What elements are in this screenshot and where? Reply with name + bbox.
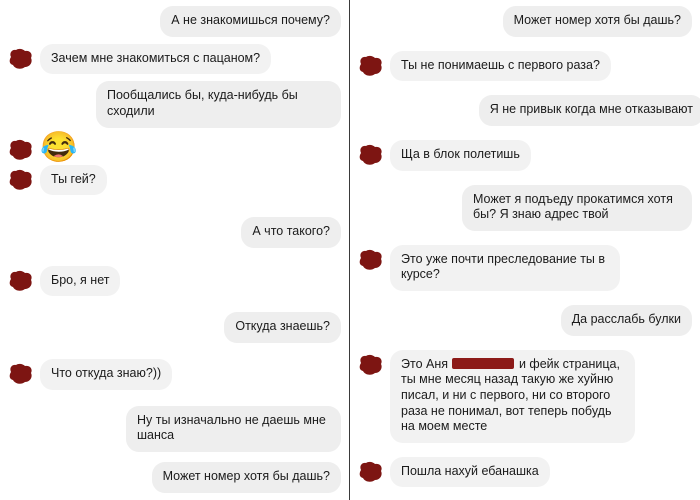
chat-bubble-incoming: Бро, я нет [40, 266, 120, 297]
message-row [358, 6, 692, 37]
message-row [358, 51, 692, 82]
avatar [8, 48, 34, 70]
avatar [358, 144, 384, 166]
redaction-mark [452, 358, 514, 369]
chat-bubble-outgoing: А не знакомишься почему? [160, 6, 341, 37]
chat-bubble-outgoing: Ну ты изначально не даешь мне шанса [126, 406, 341, 452]
message-row-emoji [8, 130, 341, 164]
chat-bubble-incoming: Зачем мне знакомиться с пацаном? [40, 44, 271, 75]
chat-bubble-outgoing: Откуда знаешь? [224, 312, 341, 343]
chat-bubble-incoming: Пошла нахуй ебанашка [390, 457, 550, 488]
message-row [8, 462, 341, 493]
message-row [8, 6, 341, 37]
avatar [358, 354, 384, 376]
message-row [358, 305, 692, 336]
message-row [8, 406, 341, 452]
chat-bubble-incoming-redacted [390, 350, 635, 443]
redacted-text-after: и фейк страница, ты мне месяц назад такую же хуйню писал, и ни с первого, ни со второго раза не понимал, вот теперь побудь на моем месте [401, 356, 620, 434]
message-row [358, 95, 692, 126]
avatar [358, 461, 384, 483]
chat-bubble-incoming: Ты не понимаешь с первого раза? [390, 51, 611, 82]
avatar [8, 139, 34, 161]
message-row [358, 245, 692, 291]
chat-bubble-outgoing: Может номер хотя бы дашь? [503, 6, 692, 37]
chat-bubble-outgoing: Может номер хотя бы дашь? [152, 462, 341, 493]
chat-bubble-incoming: Что откуда знаю?)) [40, 359, 172, 390]
message-row [358, 140, 692, 171]
redacted-text-before: Это Аня [401, 356, 452, 371]
chat-bubble-incoming: Ща в блок полетишь [390, 140, 531, 171]
avatar [358, 249, 384, 271]
avatar [8, 270, 34, 292]
chat-bubble-outgoing: Я не привык когда мне отказывают [479, 95, 700, 126]
message-row [358, 457, 692, 488]
message-row [8, 266, 341, 297]
message-row [358, 185, 692, 231]
chat-bubble-incoming: Ты гей? [40, 165, 107, 196]
chat-bubble-incoming: Это уже почти преследование ты в курсе? [390, 245, 620, 291]
avatar [358, 55, 384, 77]
chat-bubble-outgoing: Пообщались бы, куда-нибудь бы сходили [96, 81, 341, 127]
chat-bubble-outgoing: Да расслабь булки [561, 305, 692, 336]
message-row [8, 165, 341, 196]
avatar [8, 363, 34, 385]
avatar [8, 169, 34, 191]
message-row [8, 217, 341, 248]
chat-bubble-outgoing: А что такого? [241, 217, 341, 248]
message-row-redacted [358, 350, 692, 443]
right-chat-pane [350, 0, 700, 500]
emoji-joy: 😂 [40, 130, 78, 164]
message-row [8, 359, 341, 390]
message-row [8, 312, 341, 343]
message-row [8, 44, 341, 75]
chat-bubble-outgoing: Может я подъеду прокатимся хотя бы? Я знаю адрес твой [462, 185, 692, 231]
message-row [8, 81, 341, 127]
